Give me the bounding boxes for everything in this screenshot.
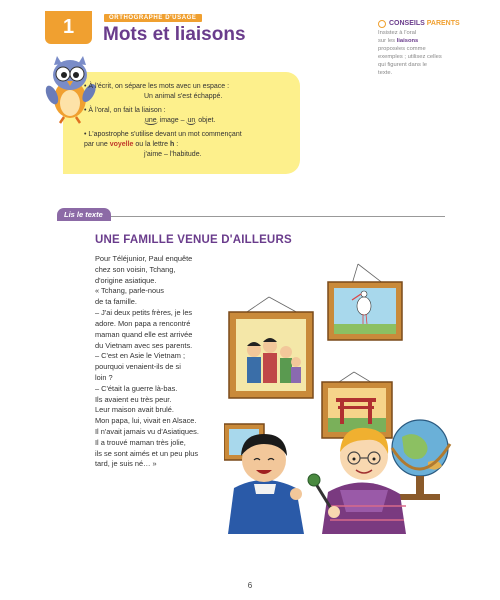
section-tab: Lis le texte xyxy=(57,208,111,221)
rule-3: • L'apostrophe s'utilise devant un mot commençant par une voyelle ou la lettre h : j'aime – l'habitude. xyxy=(84,130,242,158)
story-line: pourquoi venaient-ils de si xyxy=(95,362,181,372)
rule-1: • À l'écrit, on sépare les mots avec un espace : Un animal s'est échappé. xyxy=(84,83,230,100)
parents-title: CONSEILS PARENTS xyxy=(389,20,460,27)
lesson-number: 1 xyxy=(62,16,75,38)
story-line: maman quand elle est arrivée xyxy=(95,329,193,339)
story-line: Ils avaient eu très peur. xyxy=(95,394,172,404)
story-line: Il a trouvé maman très jolie, xyxy=(95,437,186,447)
story-line: chez son voisin, Tchang, xyxy=(95,264,176,274)
story-title: UNE FAMILLE VENUE D'AILLEURS xyxy=(95,234,292,246)
parents-advice xyxy=(378,19,466,77)
lesson-number-badge xyxy=(45,11,92,44)
page-number: 6 xyxy=(247,581,253,590)
rule-2: • À l'oral, on fait la liaison : une image – un objet. xyxy=(84,106,216,124)
story-line: adore. Mon papa a rencontré xyxy=(95,318,191,328)
story-text xyxy=(95,254,199,470)
story-line: – C'était la guerre là-bas. xyxy=(95,383,178,393)
story-line: ils se sont aimés et un peu plus xyxy=(95,448,199,458)
story-line: du Vietnam avec ses parents. xyxy=(95,340,193,350)
story-line: d'origine asiatique. xyxy=(95,275,157,285)
rules-list xyxy=(84,82,296,164)
parents-circle-icon xyxy=(378,20,386,28)
parents-text: Insistez à l'oral sur les liaisons proposées comme exemples ; utilisez celles qui figurent dans le texte. xyxy=(378,30,442,76)
story-line: « Tchang, parle-nous xyxy=(95,286,164,296)
story-line: Il n'avait jamais vu d'Asiatiques. xyxy=(95,427,199,436)
story-line: – C'est en Asie le Vietnam ; xyxy=(95,351,186,361)
page-title: Mots et liaisons xyxy=(103,24,246,45)
story-line: Pour Téléjunior, Paul enquête xyxy=(95,254,193,263)
story-line: Leur maison avait brulé. xyxy=(95,405,174,415)
story-line: Mon papa, lui, vivait en Alsace. xyxy=(95,416,197,426)
story-line: loin ? xyxy=(95,372,113,382)
family-illustration xyxy=(224,262,464,534)
section-divider xyxy=(88,216,445,217)
story-line: de ta famille. xyxy=(95,297,137,307)
story-line: – J'ai deux petits frères, je les xyxy=(95,308,193,318)
story-line: tard, je suis né… » xyxy=(95,459,157,469)
section-kicker: ORTHOGRAPHE D'USAGE xyxy=(104,14,202,22)
